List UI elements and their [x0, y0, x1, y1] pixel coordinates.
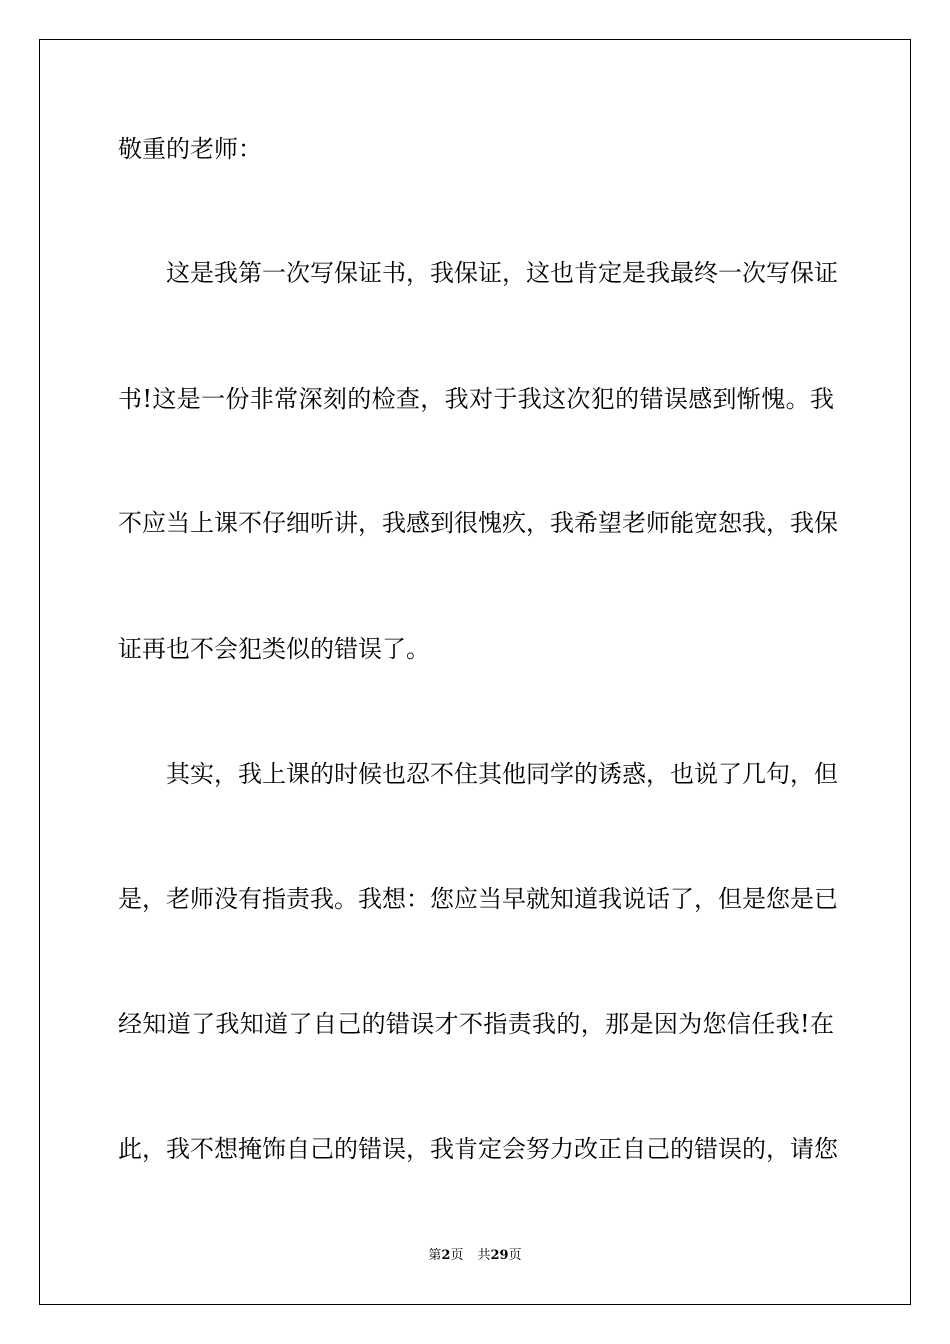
page-footer [0, 1247, 950, 1265]
page-total: 29 [490, 1248, 509, 1263]
salutation: 敬重的老师： [118, 135, 262, 163]
page-border [39, 39, 911, 1305]
total-suffix: 页 [508, 1248, 522, 1263]
page-current: 2 [441, 1248, 451, 1263]
page-prefix: 第 [428, 1248, 442, 1263]
body-line-7: 经知道了我知道了自己的错误才不指责我的，那是因为您信任我!在 [118, 1010, 834, 1038]
body-line-5: 其实，我上课的时候也忍不住其他同学的诱惑，也说了几句，但 [166, 760, 838, 788]
body-line-3: 不应当上课不仔细听讲，我感到很愧疚，我希望老师能宽恕我，我保 [118, 509, 838, 537]
body-line-1: 这是我第一次写保证书，我保证，这也肯定是我最终一次写保证 [166, 259, 838, 287]
page-suffix: 页 [450, 1248, 464, 1263]
body-line-2: 书!这是一份非常深刻的检查，我对于我这次犯的错误感到惭愧。我 [118, 385, 834, 413]
body-line-4: 证再也不会犯类似的错误了。 [118, 635, 430, 663]
body-line-8: 此，我不想掩饰自己的错误，我肯定会努力改正自己的错误的，请您 [118, 1135, 838, 1163]
body-line-6: 是，老师没有指责我。我想：您应当早就知道我说话了，但是您是已 [118, 885, 838, 913]
total-prefix: 共 [477, 1248, 491, 1263]
